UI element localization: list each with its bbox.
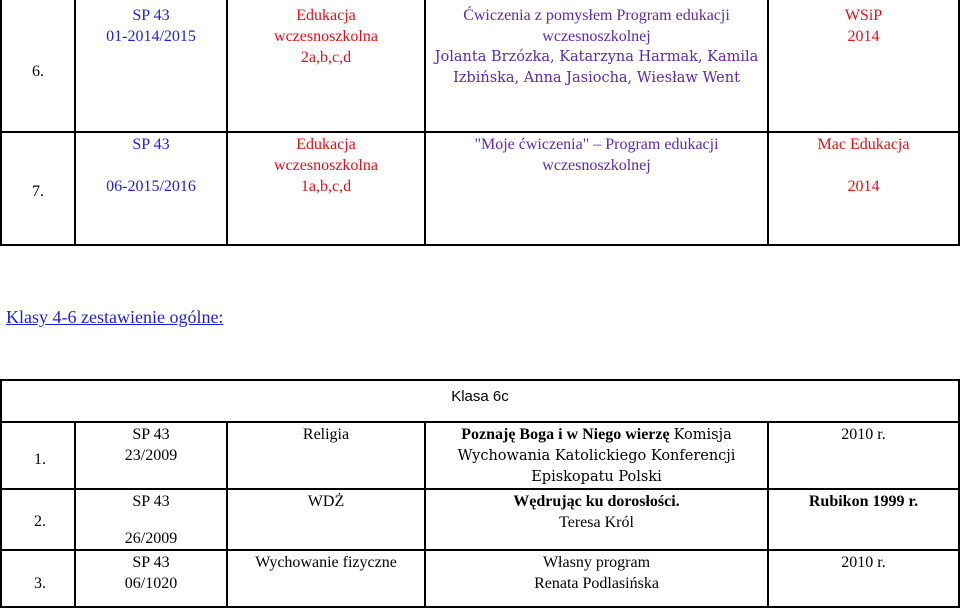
row-divider <box>0 131 960 133</box>
author-line: Komisja <box>673 427 732 443</box>
section-heading: Klasy 4-6 zestawienie ogólne: <box>6 307 224 327</box>
school-name: SP 43 <box>132 7 170 24</box>
approval-number: 06-2015/2016 <box>106 178 196 195</box>
program-cell <box>426 134 767 176</box>
class-list: 2a,b,c,d <box>300 49 352 66</box>
subject-name: WDŻ <box>307 493 345 510</box>
row-number: 7. <box>32 183 44 200</box>
program-title-cont: wczesnoszkolnej <box>542 28 651 45</box>
publication-year: 2014 <box>847 28 880 45</box>
program-cell <box>426 424 767 488</box>
publisher-name: Mac Edukacja <box>817 136 910 153</box>
school-cell <box>76 552 226 594</box>
column-divider <box>0 379 2 608</box>
authors-line: Izbińska, Anna Jasiocha, Wiesław Went <box>453 70 740 86</box>
school-cell <box>76 424 226 466</box>
subject-cell <box>228 134 424 197</box>
column-divider <box>767 421 769 608</box>
author-line: Episkopatu Polski <box>531 469 662 485</box>
school-name: SP 43 <box>132 426 170 443</box>
author-line: Renata Podlasińska <box>534 575 659 592</box>
school-name: SP 43 <box>132 136 170 153</box>
row-divider <box>0 488 960 490</box>
table-top-border <box>0 379 960 381</box>
subject-cell <box>228 5 424 68</box>
program-title: Wędrując ku dorosłości. <box>513 493 680 510</box>
author-line: Wychowania Katolickiego Konferencji <box>457 448 736 464</box>
subject-name-cont: wczesnoszkolna <box>274 157 378 174</box>
publisher-cell <box>769 134 958 197</box>
approval-number: 26/2009 <box>124 530 178 547</box>
year-cell: 2010 r. <box>841 554 886 571</box>
program-title: "Moje ćwiczenia" – Program edukacji <box>474 136 719 153</box>
program-cell <box>426 5 767 89</box>
program-title: Poznaję Boga i w Niego wierzę <box>461 426 670 443</box>
subject-name-cont: wczesnoszkolna <box>274 28 378 45</box>
program-title: Własny program <box>542 554 651 571</box>
year-cell: Rubikon 1999 r. <box>808 493 919 510</box>
subject-name: Religia <box>302 426 350 443</box>
program-title-cont: wczesnoszkolnej <box>542 157 651 174</box>
approval-number: 23/2009 <box>124 447 178 464</box>
row-number: 3. <box>34 575 46 592</box>
row-divider <box>0 549 960 551</box>
subject-name: Wychowanie fizyczne <box>255 554 397 571</box>
publisher-cell <box>769 5 958 47</box>
table-bottom-border <box>0 244 960 246</box>
school-name: SP 43 <box>132 493 170 510</box>
authors-line: Jolanta Brzózka, Katarzyna Harmak, Kamila <box>434 49 759 65</box>
program-title: Ćwiczenia z pomysłem Program edukacji <box>463 7 730 24</box>
publisher-name: WSiP <box>844 7 883 24</box>
row-number: 2. <box>34 513 46 530</box>
program-cell <box>426 552 767 594</box>
school-name: SP 43 <box>132 554 170 571</box>
subject-name: Edukacja <box>296 7 356 24</box>
school-cell <box>76 134 226 197</box>
subject-name: Edukacja <box>296 136 356 153</box>
row-number: 1. <box>34 451 46 468</box>
approval-number: 01-2014/2015 <box>106 28 196 45</box>
approval-number: 06/1020 <box>124 575 178 592</box>
row-number: 6. <box>32 63 44 80</box>
column-divider <box>0 0 2 246</box>
column-divider <box>226 421 228 608</box>
table-bottom-border <box>0 606 960 608</box>
school-cell <box>76 491 226 549</box>
header-divider <box>0 421 960 423</box>
class-header: Klasa 6c <box>451 388 509 405</box>
year-cell: 2010 r. <box>841 426 886 443</box>
program-cell <box>426 491 767 533</box>
publication-year: 2014 <box>847 178 880 195</box>
author-line: Teresa Król <box>559 514 634 531</box>
school-cell <box>76 5 226 47</box>
class-list: 1a,b,c,d <box>300 178 352 195</box>
